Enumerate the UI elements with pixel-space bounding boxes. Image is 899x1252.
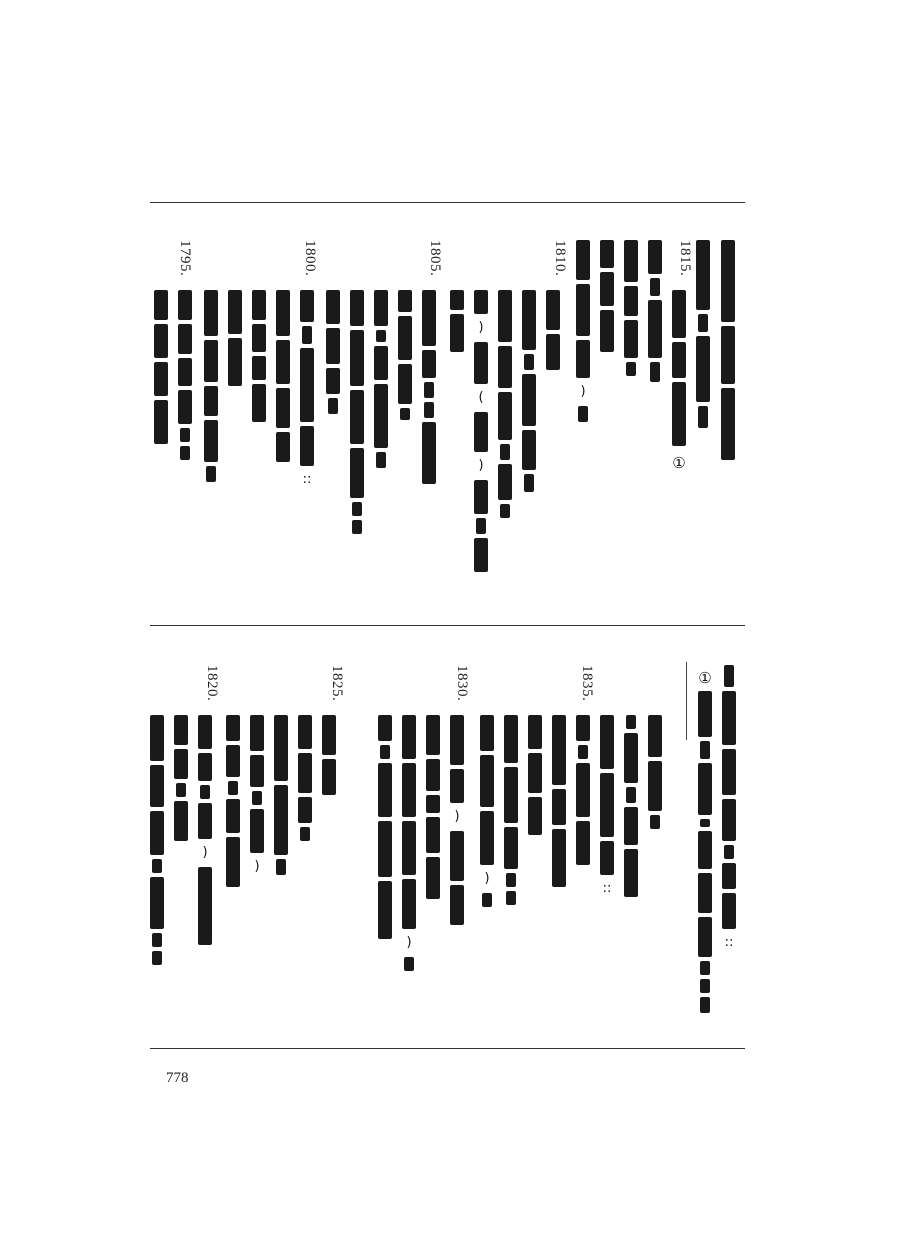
script-line xyxy=(178,290,192,464)
script-line xyxy=(721,240,735,464)
script-line xyxy=(226,715,240,891)
script-line xyxy=(322,715,336,799)
footnote-line xyxy=(722,665,736,957)
paren-mark: ) xyxy=(406,935,412,950)
script-line xyxy=(154,290,168,448)
line-number-1795: 1795. xyxy=(177,240,193,277)
double-colon-mark: :: xyxy=(302,472,312,487)
script-line xyxy=(522,290,536,496)
script-line xyxy=(198,715,212,949)
paren-mark: ) xyxy=(202,845,208,860)
script-line xyxy=(498,290,512,522)
script-line xyxy=(576,240,590,426)
paren-mark: ) xyxy=(580,384,586,399)
script-line xyxy=(300,290,314,494)
footnote-ref-circled-one: ① xyxy=(672,454,686,472)
script-line xyxy=(648,240,662,386)
line-number-1825: 1825. xyxy=(329,665,345,702)
paren-mark: ) xyxy=(478,320,484,335)
top-rule xyxy=(150,202,745,203)
script-line xyxy=(624,240,638,380)
script-line xyxy=(450,290,464,356)
double-colon-mark: :: xyxy=(724,935,734,950)
script-line xyxy=(378,715,392,943)
script-line xyxy=(252,290,266,426)
script-line xyxy=(576,715,590,869)
script-line xyxy=(422,290,436,488)
script-line xyxy=(204,290,218,486)
line-number-1805: 1805. xyxy=(427,240,443,277)
script-line xyxy=(696,240,710,432)
script-line xyxy=(326,290,340,418)
script-line xyxy=(374,290,388,472)
script-line xyxy=(450,715,464,929)
paren-mark: ( xyxy=(478,390,484,405)
script-line xyxy=(552,715,566,891)
script-line xyxy=(274,715,288,879)
script-line xyxy=(350,290,364,538)
script-line xyxy=(426,715,440,903)
script-line xyxy=(600,715,614,903)
script-line xyxy=(398,290,412,424)
paren-mark: ) xyxy=(478,458,484,473)
line-number-1800: 1800. xyxy=(302,240,318,277)
script-line xyxy=(600,240,614,356)
script-line xyxy=(250,715,264,881)
line-number-1830: 1830. xyxy=(454,665,470,702)
page-number: 778 xyxy=(166,1070,189,1086)
line-number-1810: 1810. xyxy=(552,240,568,277)
footnote-line xyxy=(698,665,712,1017)
paren-mark: ) xyxy=(254,859,260,874)
paren-mark: ) xyxy=(454,809,460,824)
script-line xyxy=(228,290,242,390)
script-line xyxy=(672,290,686,476)
middle-rule xyxy=(150,625,745,626)
bottom-rule xyxy=(150,1048,745,1049)
line-number-1820: 1820. xyxy=(204,665,220,702)
double-colon-mark: :: xyxy=(602,881,612,896)
script-line xyxy=(276,290,290,466)
script-line xyxy=(624,715,638,901)
line-number-1835: 1835. xyxy=(579,665,595,702)
footnote-marker: ① xyxy=(698,669,712,687)
script-line xyxy=(546,290,560,374)
script-line xyxy=(174,715,188,845)
footnote-rule xyxy=(686,662,687,740)
paren-mark: ) xyxy=(484,871,490,886)
script-line xyxy=(150,715,164,969)
script-line xyxy=(504,715,518,909)
script-line xyxy=(648,715,662,833)
script-line xyxy=(474,290,488,576)
script-line xyxy=(402,715,416,975)
script-line xyxy=(298,715,312,845)
script-line xyxy=(480,715,494,911)
line-number-1815: 1815. xyxy=(677,240,693,277)
script-line xyxy=(528,715,542,839)
